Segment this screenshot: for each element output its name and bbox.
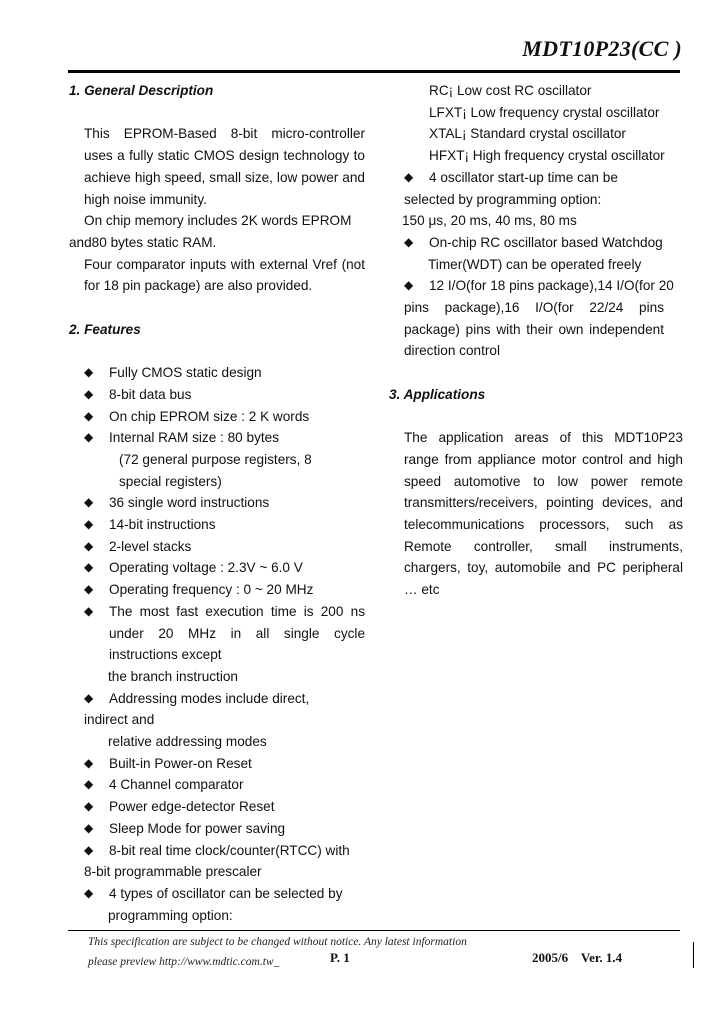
header-rule bbox=[68, 70, 680, 73]
oscillator-type: XTAL¡ Standard crystal oscillator bbox=[429, 126, 626, 142]
diamond-bullet-icon: ◆ bbox=[404, 234, 414, 249]
feature-item: ◆ Operating voltage : 2.3V ~ 6.0 V bbox=[69, 557, 365, 579]
feature-item: ◆ Power edge-detector Reset bbox=[69, 796, 365, 818]
feature-item: ◆ Fully CMOS static design bbox=[69, 362, 365, 384]
diamond-bullet-icon: ◆ bbox=[84, 560, 94, 575]
feature-item: ◆ On-chip RC oscillator based Watchdog bbox=[389, 232, 685, 254]
footer-divider bbox=[693, 942, 694, 968]
features-heading: 2. Features bbox=[69, 321, 141, 337]
feature-subnote: selected by programming option: bbox=[404, 191, 602, 207]
diamond-bullet-icon: ◆ bbox=[84, 538, 94, 553]
applications-paragraph: The application areas of this MDT10P23 range from appliance motor control and high speed automotive to low power remote transmitters/receivers, pointing devices, and telecommunications processors, such as Remote controller, small instruments, chargers, toy, automobile and PC peripheral … etc bbox=[404, 430, 683, 598]
general-paragraph-3: Four comparator inputs with external Vref (not for 18 pin package) are also provided. bbox=[84, 256, 365, 294]
diamond-bullet-icon: ◆ bbox=[84, 799, 94, 814]
feature-item: ◆ 4 oscillator start-up time can be bbox=[389, 167, 685, 189]
feature-item: ◆ 8-bit real time clock/counter(RTCC) with bbox=[69, 840, 365, 862]
feature-item: ◆ Built-in Power-on Reset bbox=[69, 753, 365, 775]
feature-item: ◆ 4 types of oscillator can be selected by bbox=[69, 883, 365, 905]
diamond-bullet-icon: ◆ bbox=[84, 430, 94, 445]
footer-disclaimer: This specification are subject to be changed without notice. Any latest information bbox=[88, 936, 467, 948]
oscillator-type: RC¡ Low cost RC oscillator bbox=[429, 83, 592, 98]
feature-item: ◆ The most fast execution time is 200 ns under 20 MHz in all single cycle instructions except bbox=[69, 601, 365, 666]
feature-item: ◆ Sleep Mode for power saving bbox=[69, 818, 365, 840]
feature-item: ◆ Addressing modes include direct, bbox=[69, 688, 365, 710]
diamond-bullet-icon: ◆ bbox=[84, 386, 94, 401]
document-title: MDT10P23(CC ) bbox=[522, 36, 682, 61]
diamond-bullet-icon: ◆ bbox=[404, 169, 414, 184]
diamond-bullet-icon: ◆ bbox=[84, 777, 94, 792]
right-column bbox=[389, 80, 685, 601]
feature-item: ◆ 4 Channel comparator bbox=[69, 774, 365, 796]
general-paragraph-1: This EPROM-Based 8-bit micro-controller uses a fully static CMOS design technology to achieve high speed, small size, low power and high noise immunity. bbox=[84, 126, 365, 207]
feature-subnote: indirect and bbox=[84, 712, 155, 728]
feature-subnote: relative addressing modes bbox=[108, 734, 267, 750]
diamond-bullet-icon: ◆ bbox=[84, 820, 94, 835]
diamond-bullet-icon: ◆ bbox=[84, 495, 94, 510]
diamond-bullet-icon: ◆ bbox=[84, 842, 94, 857]
applications-heading: 3. Applications bbox=[389, 386, 486, 402]
diamond-bullet-icon: ◆ bbox=[84, 517, 94, 532]
diamond-bullet-icon: ◆ bbox=[404, 278, 414, 293]
feature-item: ◆ 12 I/O(for 18 pins package),14 I/O(for 20 bbox=[389, 275, 685, 297]
feature-subnote: the branch instruction bbox=[108, 668, 238, 684]
version-info: 2005/6 Ver. 1.4 bbox=[532, 950, 623, 965]
diamond-bullet-icon: ◆ bbox=[84, 755, 94, 770]
feature-item: ◆ 2-level stacks bbox=[69, 536, 365, 558]
feature-subnote: 8-bit programmable prescaler bbox=[84, 864, 262, 880]
feature-subnote: pins package),16 I/O(for 22/24 pins package) pins with their own independent direction control bbox=[404, 300, 664, 359]
feature-subnote: programming option: bbox=[108, 907, 233, 923]
page-number: P. 1 bbox=[330, 950, 350, 965]
feature-subnote: (72 general purpose registers, 8 bbox=[119, 451, 312, 467]
general-paragraph-2b: and80 bytes static RAM. bbox=[69, 234, 217, 250]
feature-item: ◆ 8-bit data bus bbox=[69, 384, 365, 406]
oscillator-type: HFXT¡ High frequency crystal oscillator bbox=[429, 148, 665, 164]
feature-item: ◆ 14-bit instructions bbox=[69, 514, 365, 536]
feature-subnote: special registers) bbox=[119, 473, 222, 489]
feature-item: ◆ On chip EPROM size : 2 K words bbox=[69, 406, 365, 428]
general-description-heading: 1. General Description bbox=[69, 83, 214, 98]
left-column bbox=[69, 80, 365, 926]
startup-times: 150 μs, 20 ms, 40 ms, 80 ms bbox=[402, 213, 577, 229]
footer-website-link[interactable]: please preview http://www.mdtic.com.tw_ bbox=[88, 956, 280, 968]
footer-rule bbox=[68, 930, 680, 931]
feature-item: ◆ 36 single word instructions bbox=[69, 492, 365, 514]
feature-item: ◆ Operating frequency : 0 ~ 20 MHz bbox=[69, 579, 365, 601]
diamond-bullet-icon: ◆ bbox=[84, 690, 94, 705]
oscillator-type: LFXT¡ Low frequency crystal oscillator bbox=[429, 104, 660, 120]
diamond-bullet-icon: ◆ bbox=[84, 582, 94, 597]
diamond-bullet-icon: ◆ bbox=[84, 603, 94, 618]
feature-subnote: Timer(WDT) can be operated freely bbox=[428, 256, 642, 272]
diamond-bullet-icon: ◆ bbox=[84, 885, 94, 900]
general-paragraph-2: On chip memory includes 2K words EPROM bbox=[84, 213, 352, 229]
diamond-bullet-icon: ◆ bbox=[84, 408, 94, 423]
feature-item: ◆ Internal RAM size : 80 bytes bbox=[69, 427, 365, 449]
diamond-bullet-icon: ◆ bbox=[84, 365, 94, 380]
